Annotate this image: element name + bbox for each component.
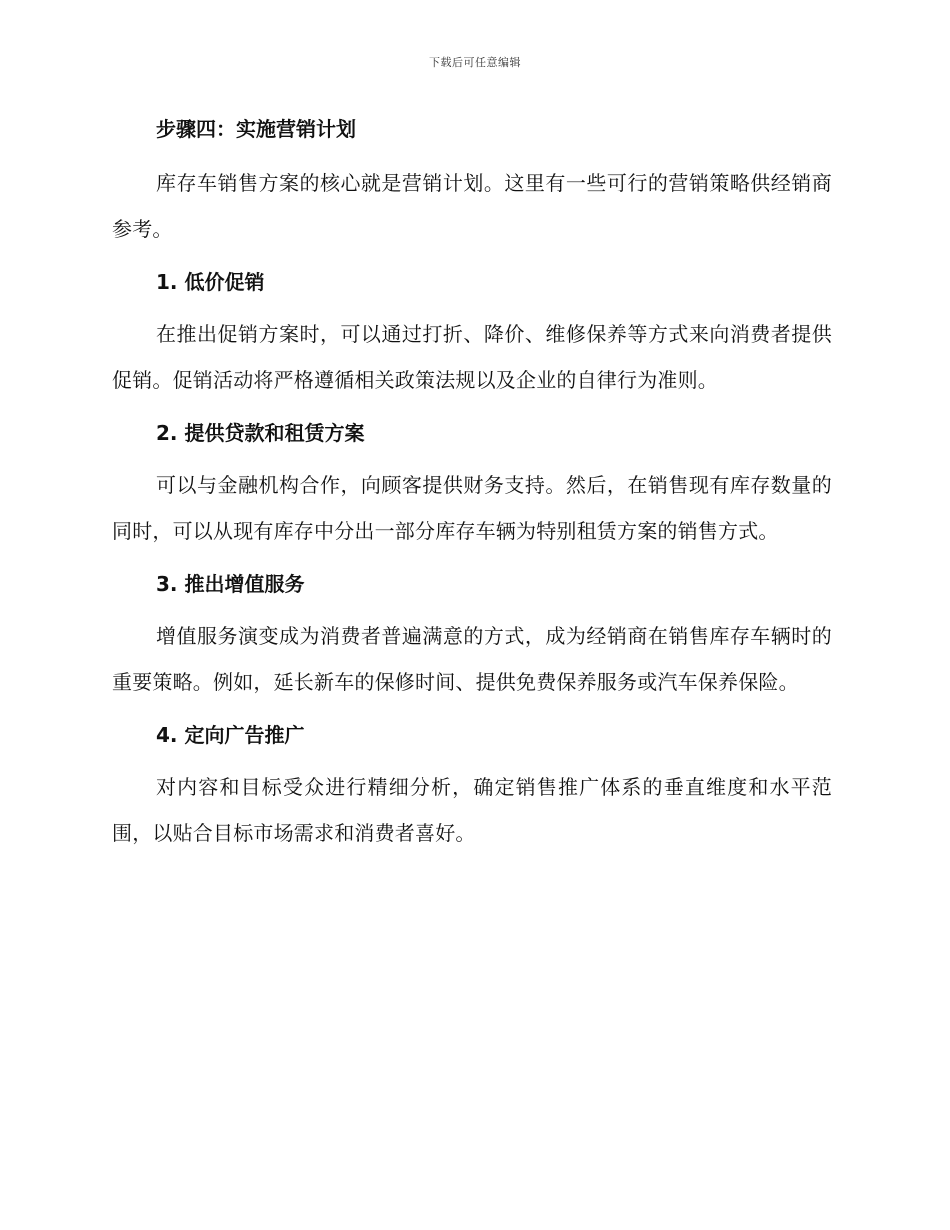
section-body-targeted-advertising: 对内容和目标受众进行精细分析，确定销售推广体系的垂直维度和水平范围，以贴合目标市场需求和消费者喜好。 [112,775,832,845]
section-body-low-price-promotion: 在推出促销方案时，可以通过打折、降价、维修保养等方式来向消费者提供促销。促销活动将严格遵循相关政策法规以及企业的自律行为准则。 [112,322,832,392]
section-heading-value-added-services: 3. 推出增值服务 [156,572,305,596]
page-header-note: 下载后可任意编辑 [429,56,521,69]
step-title: 步骤四：实施营销计划 [156,117,356,141]
section-heading-targeted-advertising: 4. 定向广告推广 [156,723,305,747]
document-body [112,112,832,869]
section-body-value-added-services: 增值服务演变成为消费者普遍满意的方式，成为经销商在销售库存车辆时的重要策略。例如，延长新车的保修时间、提供免费保养服务或汽车保养保险。 [112,624,832,694]
section-heading-loan-lease: 2. 提供贷款和租赁方案 [156,421,365,445]
section-heading-low-price-promotion: 1. 低价促销 [156,270,265,294]
section-body-loan-lease: 可以与金融机构合作，向顾客提供财务支持。然后，在销售现有库存数量的同时，可以从现有库存中分出一部分库存车辆为特别租赁方案的销售方式。 [112,473,832,543]
intro-paragraph: 库存车销售方案的核心就是营销计划。这里有一些可行的营销策略供经销商参考。 [112,171,832,241]
